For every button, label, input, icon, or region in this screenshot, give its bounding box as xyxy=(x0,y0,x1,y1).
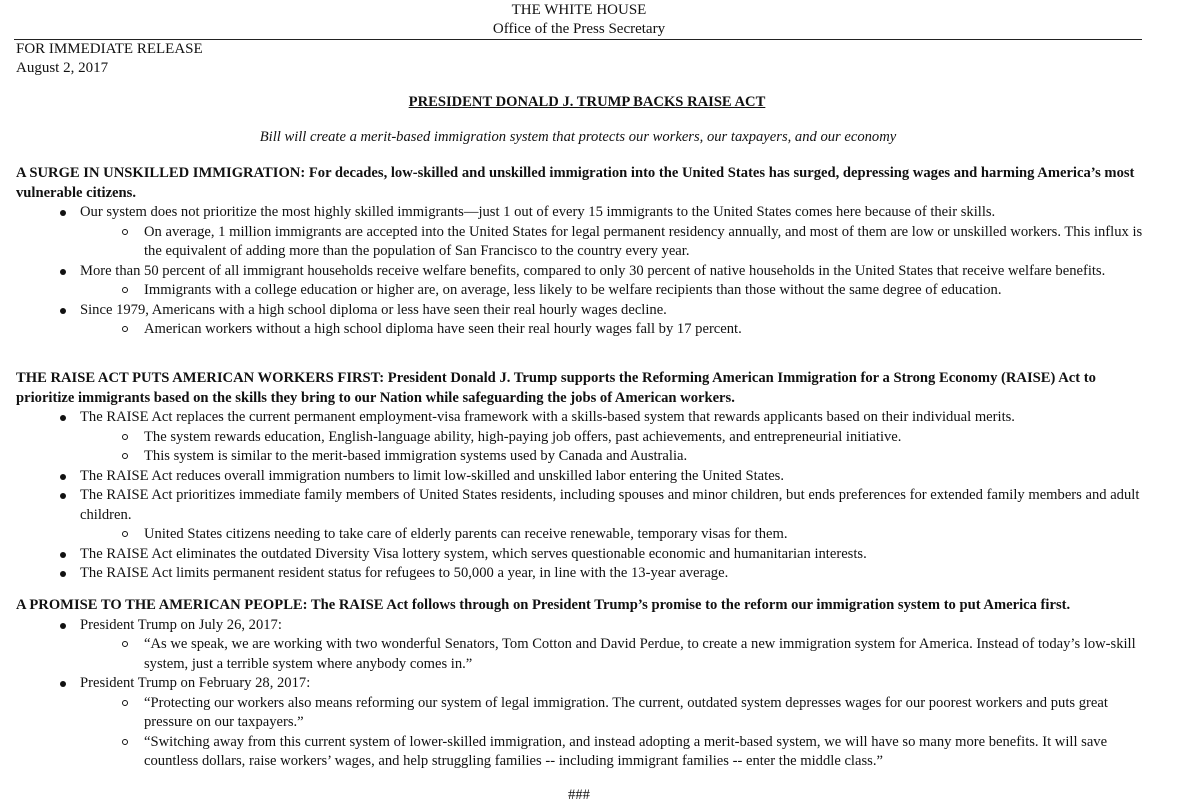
bullet-text: Since 1979, Americans with a high school diploma or less have seen their real hourly wages decline. xyxy=(80,301,667,318)
bullet-text: The RAISE Act eliminates the outdated Diversity Visa lottery system, which serves questionable economic and humanitarian interests. xyxy=(80,545,867,562)
sub-bullet-item: Immigrants with a college education or higher are, on average, less likely to be welfare recipients than those without the same degree of education. xyxy=(80,281,1146,301)
quote-item: “As we speak, we are working with two wonderful Senators, Tom Cotton and David Perdue, to create a new immigration system for America. Instead of today’s low-skill system, just a terrible system where anybody comes in.” xyxy=(80,635,1146,674)
bullet-item xyxy=(16,674,1146,772)
section-surge xyxy=(16,164,1146,340)
sub-bullet-list xyxy=(80,525,1146,545)
bullet-item xyxy=(16,301,1146,340)
bullet-list xyxy=(16,203,1146,340)
bullet-text: The RAISE Act reduces overall immigration numbers to limit low-skilled and unskilled labor entering the United States. xyxy=(80,467,785,484)
document-header xyxy=(0,1,1158,39)
org-name: THE WHITE HOUSE xyxy=(511,2,647,18)
bullet-item xyxy=(16,262,1146,301)
section-heading: A SURGE IN UNSKILLED IMMIGRATION: For decades, low-skilled and unskilled immigration into the United States has surged, depressing wages and harming America’s most vulnerable citizens. xyxy=(16,165,1135,201)
sub-bullet-item: American workers without a high school diploma have seen their real hourly wages fall by 17 percent. xyxy=(80,320,1146,340)
bullet-item xyxy=(16,486,1146,545)
release-label: FOR IMMEDIATE RELEASE xyxy=(16,41,203,57)
bullet-item xyxy=(16,616,1146,675)
bullet-text: The RAISE Act replaces the current permanent employment-visa framework with a skills-based system that rewards applicants based on their individual merits. xyxy=(80,409,1015,425)
bullet-text: President Trump on July 26, 2017: xyxy=(80,616,282,633)
bullet-text: The RAISE Act limits permanent resident status for refugees to 50,000 a year, in line with the 13-year average. xyxy=(80,565,729,581)
section-raise-act xyxy=(16,369,1146,584)
bullet-text: President Trump on February 28, 2017: xyxy=(80,675,311,691)
sub-bullet-item: United States citizens needing to take care of elderly parents can receive renewable, temporary visas for them. xyxy=(80,525,1146,545)
bullet-list xyxy=(16,616,1146,772)
section-heading: A PROMISE TO THE AMERICAN PEOPLE: The RAISE Act follows through on President Trump’s promise to the reform our immigration system to put America first. xyxy=(16,597,1071,613)
bullet-text: The RAISE Act prioritizes immediate family members of United States residents, including spouses and minor children, but ends preferences for extended family members and adult children. xyxy=(80,487,1140,523)
sub-bullet-list xyxy=(80,428,1146,467)
document-subtitle: Bill will create a merit-based immigration system that protects our workers, our taxpayers, and our economy xyxy=(259,129,897,145)
end-marker: ### xyxy=(568,787,590,803)
release-info xyxy=(16,40,203,78)
bullet-item xyxy=(16,408,1146,467)
bullet-list xyxy=(16,408,1146,584)
sub-bullet-list xyxy=(80,320,1146,340)
sub-bullet-item: This system is similar to the merit-based immigration systems used by Canada and Australia. xyxy=(80,447,1146,467)
sub-bullet-list xyxy=(80,635,1146,674)
quote-item: “Protecting our workers also means reforming our system of legal immigration. The current, outdated system depresses wages for our poorest workers and puts great pressure on our taxpayers.” xyxy=(80,694,1146,733)
bullet-item xyxy=(16,545,1146,565)
document-title xyxy=(0,93,1174,112)
bullet-item xyxy=(16,467,1146,487)
bullet-text: More than 50 percent of all immigrant households receive welfare benefits, compared to only 30 percent of native households in the United States that receive welfare benefits. xyxy=(80,262,1106,279)
sub-bullet-item: On average, 1 million immigrants are accepted into the United States for legal permanent residency annually, and most of them are low or unskilled workers. This influx is the equivalent of adding more than the population of San Francisco to the country every year. xyxy=(80,223,1146,262)
office-name: Office of the Press Secretary xyxy=(492,21,666,37)
sub-bullet-item: The system rewards education, English-language ability, high-paying job offers, past achievements, and entrepreneurial initiative. xyxy=(80,428,1146,448)
sub-bullet-list xyxy=(80,223,1146,262)
title-text: PRESIDENT DONALD J. TRUMP BACKS RAISE ACT xyxy=(408,94,766,110)
sub-bullet-list xyxy=(80,281,1146,301)
sub-bullet-list xyxy=(80,694,1146,772)
quote-item: “Switching away from this current system of lower-skilled immigration, and instead adopting a merit-based system, we will have so many more benefits. It will save countless dollars, raise workers’ wages, and help struggling families -- including immigrant families -- enter the middle class.” xyxy=(80,733,1146,772)
section-promise xyxy=(16,596,1146,772)
bullet-item xyxy=(16,564,1146,584)
section-heading: THE RAISE ACT PUTS AMERICAN WORKERS FIRST: President Donald J. Trump supports the Reforming American Immigration for a Strong Economy (RAISE) Act to prioritize immigrants based on the skills they bring to our Nation while safeguarding the jobs of American workers. xyxy=(16,370,1096,406)
bullet-item xyxy=(16,203,1146,262)
release-date: August 2, 2017 xyxy=(16,60,109,76)
bullet-text: Our system does not prioritize the most highly skilled immigrants—just 1 out of every 15 immigrants to the United States comes here because of their skills. xyxy=(80,204,996,220)
